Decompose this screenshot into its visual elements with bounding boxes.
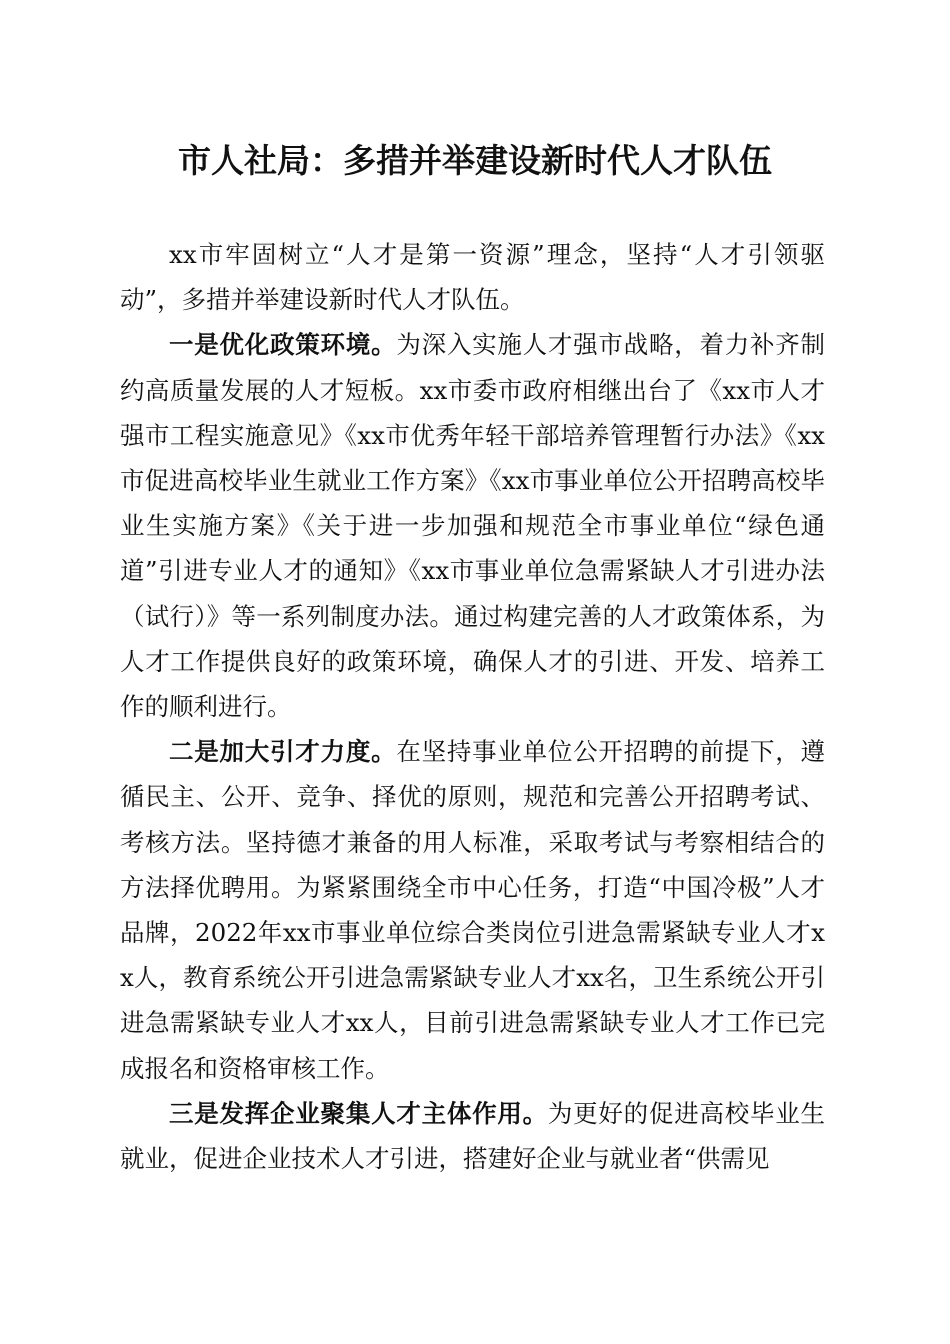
paragraph-lead: 一是优化政策环境。 [169, 330, 397, 360]
paragraph-lead: 三是发挥企业聚集人才主体作用。 [169, 1098, 548, 1128]
paragraph-recruitment [120, 729, 825, 1091]
paragraph-text: 在坚持事业单位公开招聘的前提下，遵循民主、公开、竞争、择优的原则，规范和完善公开招聘考试、考核方法。坚持德才兼备的用人标准，采取考试与考察相结合的方法择优聘用。为紧紧围绕全市中心任务，打造“中国冷极”人才品牌，2022年xx市事业单位综合类岗位引进急需紧缺专业人才xx人，教育系统公开引进急需紧缺专业人才xx名，卫生系统公开引进急需紧缺专业人才xx人，目前引进急需紧缺专业人才工作已完成报名和资格审核工作。 [120, 737, 826, 1083]
paragraph-text: 为更好的促进高校毕业生就业，促进企业技术人才引进，搭建好企业与就业者“供需见 [120, 1098, 826, 1174]
paragraph-intro [120, 232, 825, 322]
paragraph-lead: 二是加大引才力度。 [169, 737, 397, 767]
paragraph-enterprise [120, 1091, 825, 1181]
document-body [120, 232, 825, 1181]
paragraph-text: 为深入实施人才强市战略，着力补齐制约高质量发展的人才短板。xx市委市政府相继出台了《xx市人才强市工程实施意见》《xx市优秀年轻干部培养管理暂行办法》《xx市促进高校毕业生就业工作方案》《xx市事业单位公开招聘高校毕业生实施方案》《关于进一步加强和规范全市事业单位“绿色通道”引进专业人才的通知》《xx市事业单位急需紧缺人才引进办法（试行）》等一系列制度办法。通过构建完善的人才政策体系，为人才工作提供良好的政策环境，确保人才的引进、开发、培养工作的顺利进行。 [120, 330, 826, 722]
paragraph-policy [120, 322, 825, 729]
paragraph-text: xx市牢固树立“人才是第一资源”理念，坚持“人才引领驱动”，多措并举建设新时代人才队伍。 [120, 240, 825, 315]
document-title: 市人社局：多措并举建设新时代人才队伍 [178, 141, 772, 180]
